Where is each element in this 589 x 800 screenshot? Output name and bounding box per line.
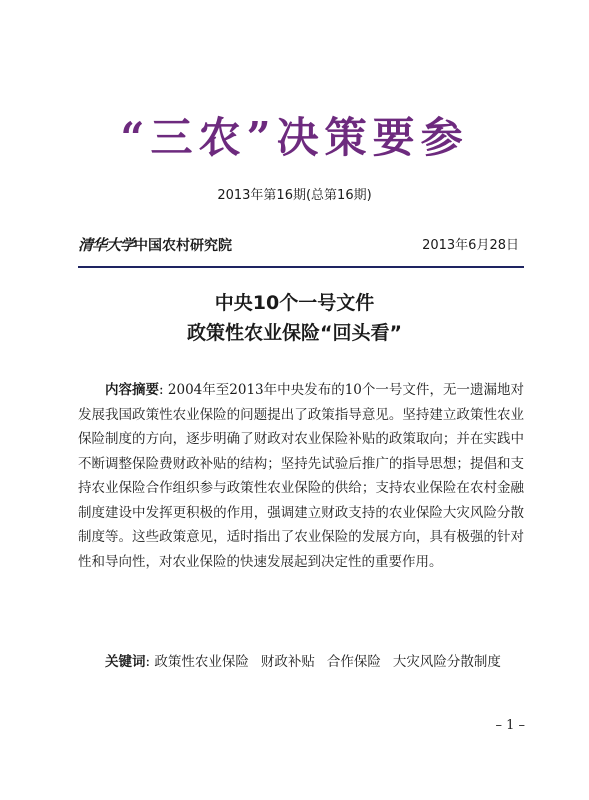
- abstract-text: : 2004年至2013年中央发布的10个一号文件，无一遗漏地对发展我国政策性农业保险的问题提出了政策指导意见。坚持建立政策性农业保险制度的方向，逐步明确了财政对农业保险补贴的政策取向；并在实践中不断调整保险费财政补贴的结构；坚持先试验后推广的指导思想；提倡和支持农业保险合作组织参与政策性农业保险的供给；支持农业保险在农村金融制度建设中发挥更积极的作用，强调建立财政支持的农业保险大灾风险分散制度等。这些政策意见，适时指出了农业保险的发展方向，具有极强的针对性和导向性，对农业保险的快速发展起到决定性的重要作用。: [78, 382, 525, 570]
- keyword-item: 大灾风险分散制度: [392, 654, 501, 670]
- page-number: – 1 –: [495, 718, 525, 733]
- issue-number: 2013年第16期(总第16期): [217, 188, 372, 203]
- keyword-item: 合作保险: [326, 654, 381, 670]
- keywords-label: 关键词: [105, 654, 146, 670]
- masthead-title: “三农”决策要参: [120, 113, 469, 162]
- keyword-item: 政策性农业保险: [154, 654, 249, 670]
- article-title-line2: 政策性农业保险“回头看”: [187, 322, 402, 344]
- abstract-paragraph: [78, 378, 524, 574]
- university-logotype: 清华大学: [78, 236, 135, 254]
- keyword-item: 财政补贴: [260, 654, 315, 670]
- publication-date: 2013年6月28日: [422, 238, 519, 253]
- institution-header: [78, 235, 232, 256]
- article-title-line1: 中央10个一号文件: [214, 292, 375, 314]
- keywords-paragraph: [78, 650, 524, 675]
- abstract-label: 内容摘要: [105, 382, 160, 398]
- header-divider: [78, 266, 524, 268]
- institute-name: 中国农村研究院: [134, 238, 233, 254]
- keywords-separator: :: [145, 654, 155, 670]
